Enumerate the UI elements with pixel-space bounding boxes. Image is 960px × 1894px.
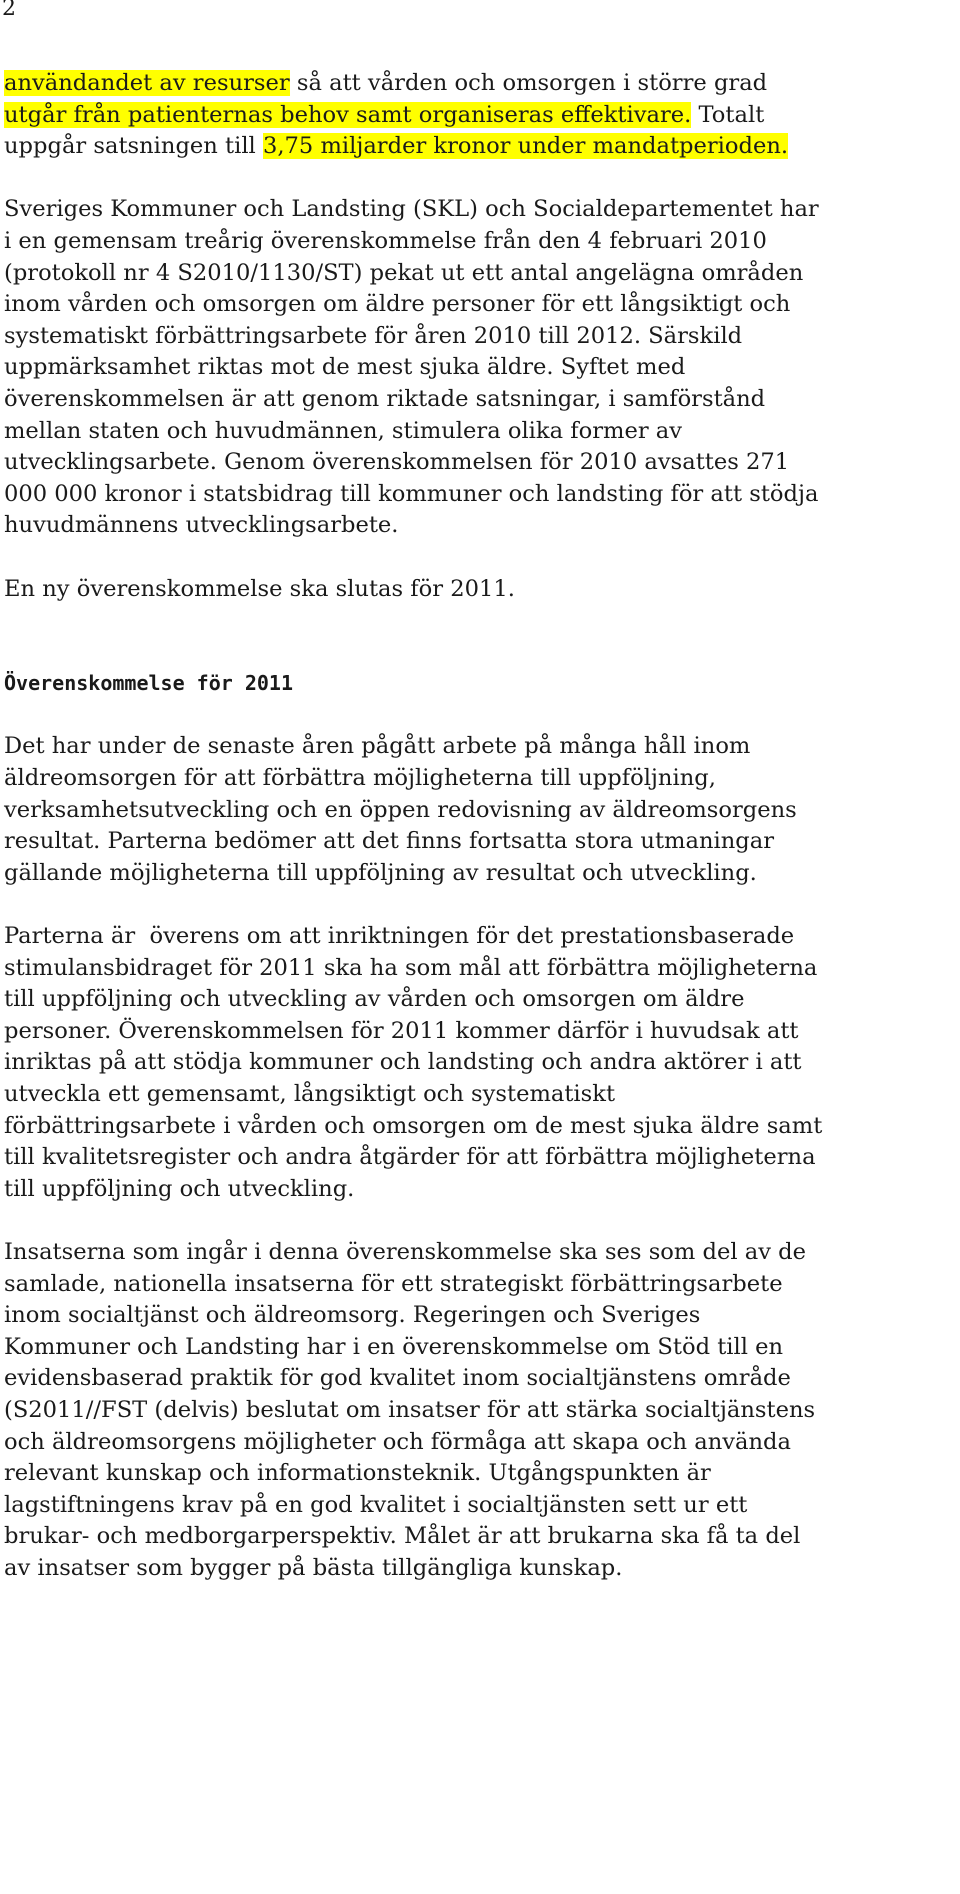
highlighted-text: 3,75 miljarder kronor under mandatperioden. xyxy=(262,133,789,160)
text-line: En ny överenskommelse ska slutas för 2011. xyxy=(4,575,515,602)
text-line: i en gemensam treårig överenskommelse från den 4 februari 2010 xyxy=(4,227,767,254)
text-line: äldreomsorgen för att förbättra möjligheterna till uppföljning, xyxy=(4,765,716,792)
text-line: resultat. Parterna bedömer att det finns fortsatta stora utmaningar xyxy=(4,828,775,855)
text-line: till kvalitetsregister och andra åtgärder för att förbättra möjligheterna xyxy=(4,1144,816,1171)
intro-text: uppgår satsningen till xyxy=(4,133,263,160)
text-line: Sveriges Kommuner och Landsting (SKL) och Socialdepartementet har xyxy=(4,196,819,223)
text-line: förbättringsarbete i vården och omsorgen om de mest sjuka äldre samt xyxy=(4,1112,823,1139)
page-number: 2 xyxy=(2,0,16,21)
text-line: mellan staten och huvudmännen, stimulera olika former av xyxy=(4,417,683,444)
text-line: stimulansbidraget för 2011 ska ha som mål att förbättra möjligheterna xyxy=(4,954,818,981)
intro-line-3 xyxy=(4,131,956,163)
intro-paragraph xyxy=(4,68,956,163)
text-line: lagstiftningens krav på en god kvalitet i socialtjänsten sett ur ett xyxy=(4,1491,748,1518)
intro-text: så att vården och omsorgen i större grad xyxy=(289,70,768,96)
text-line: personer. Överenskommelsen för 2011 kommer därför i huvudsak att xyxy=(4,1017,799,1044)
text-line: till uppföljning och utveckling av vården och omsorgen om äldre xyxy=(4,986,745,1013)
text-line: Kommuner och Landsting har i en överenskommelse om Stöd till en xyxy=(4,1333,784,1360)
highlighted-text: utgår från patienternas behov samt organiseras effektivare. xyxy=(4,101,692,128)
text-line: evidensbaserad praktik för god kvalitet inom socialtjänstens område xyxy=(4,1365,791,1392)
section-heading: Överenskommelse för 2011 xyxy=(4,671,293,696)
intro-text: Totalt xyxy=(691,101,765,128)
text-line: utvecklingsarbete. Genom överenskommelsen för 2010 avsattes 271 xyxy=(4,449,790,476)
text-line: gällande möjligheterna till uppföljning av resultat och utveckling. xyxy=(4,859,757,886)
text-line: Det har under de senaste åren pågått arbete på många håll inom xyxy=(4,733,751,760)
text-line: 000 000 kronor i statsbidrag till kommuner och landsting för att stödja xyxy=(4,480,819,507)
text-line: (protokoll nr 4 S2010/1130/ST) pekat ut ett antal angelägna områden xyxy=(4,259,804,286)
text-line: Insatserna som ingår i denna överenskommelse ska ses som del av de xyxy=(4,1238,807,1265)
highlighted-text: användandet av resurser xyxy=(4,70,290,96)
text-line: uppmärksamhet riktas mot de mest sjuka äldre. Syftet med xyxy=(4,354,686,381)
document-body xyxy=(4,68,956,1585)
intro-line-2 xyxy=(4,100,956,132)
text-line: huvudmännens utvecklingsarbete. xyxy=(4,512,399,539)
intro-line-1 xyxy=(4,68,956,100)
text-line: relevant kunskap och informationsteknik. Utgångspunkten är xyxy=(4,1460,711,1487)
paragraph-work xyxy=(4,731,956,889)
text-line: Parterna är överens om att inriktningen för det prestationsbaserade xyxy=(4,923,795,950)
text-line: verksamhetsutveckling och en öppen redovisning av äldreomsorgens xyxy=(4,796,797,823)
text-line: (S2011//FST (delvis) beslutat om insatser för att stärka socialtjänstens xyxy=(4,1396,816,1423)
text-line: inriktas på att stödja kommuner och landsting och andra aktörer i att xyxy=(4,1049,802,1076)
text-line: inom socialtjänst och äldreomsorg. Regeringen och Sveriges xyxy=(4,1302,701,1329)
text-line: av insatser som bygger på bästa tillgängliga kunskap. xyxy=(4,1554,623,1581)
text-line: systematiskt förbättringsarbete för åren 2010 till 2012. Särskild xyxy=(4,322,743,349)
text-line: överenskommelsen är att genom riktade satsningar, i samförstånd xyxy=(4,385,766,412)
paragraph-parties xyxy=(4,921,956,1205)
text-line: samlade, nationella insatserna för ett strategiskt förbättringsarbete xyxy=(4,1270,783,1297)
text-line: till uppföljning och utveckling. xyxy=(4,1175,355,1202)
paragraph-skl xyxy=(4,194,956,542)
paragraph-new-agreement xyxy=(4,574,956,606)
text-line: inom vården och omsorgen om äldre personer för ett långsiktigt och xyxy=(4,291,791,318)
text-line: utveckla ett gemensamt, långsiktigt och systematiskt xyxy=(4,1081,616,1107)
text-line: och äldreomsorgens möjligheter och förmåga att skapa och använda xyxy=(4,1428,791,1455)
text-line: brukar- och medborgarperspektiv. Målet är att brukarna ska få ta del xyxy=(4,1523,801,1550)
paragraph-efforts xyxy=(4,1237,956,1585)
